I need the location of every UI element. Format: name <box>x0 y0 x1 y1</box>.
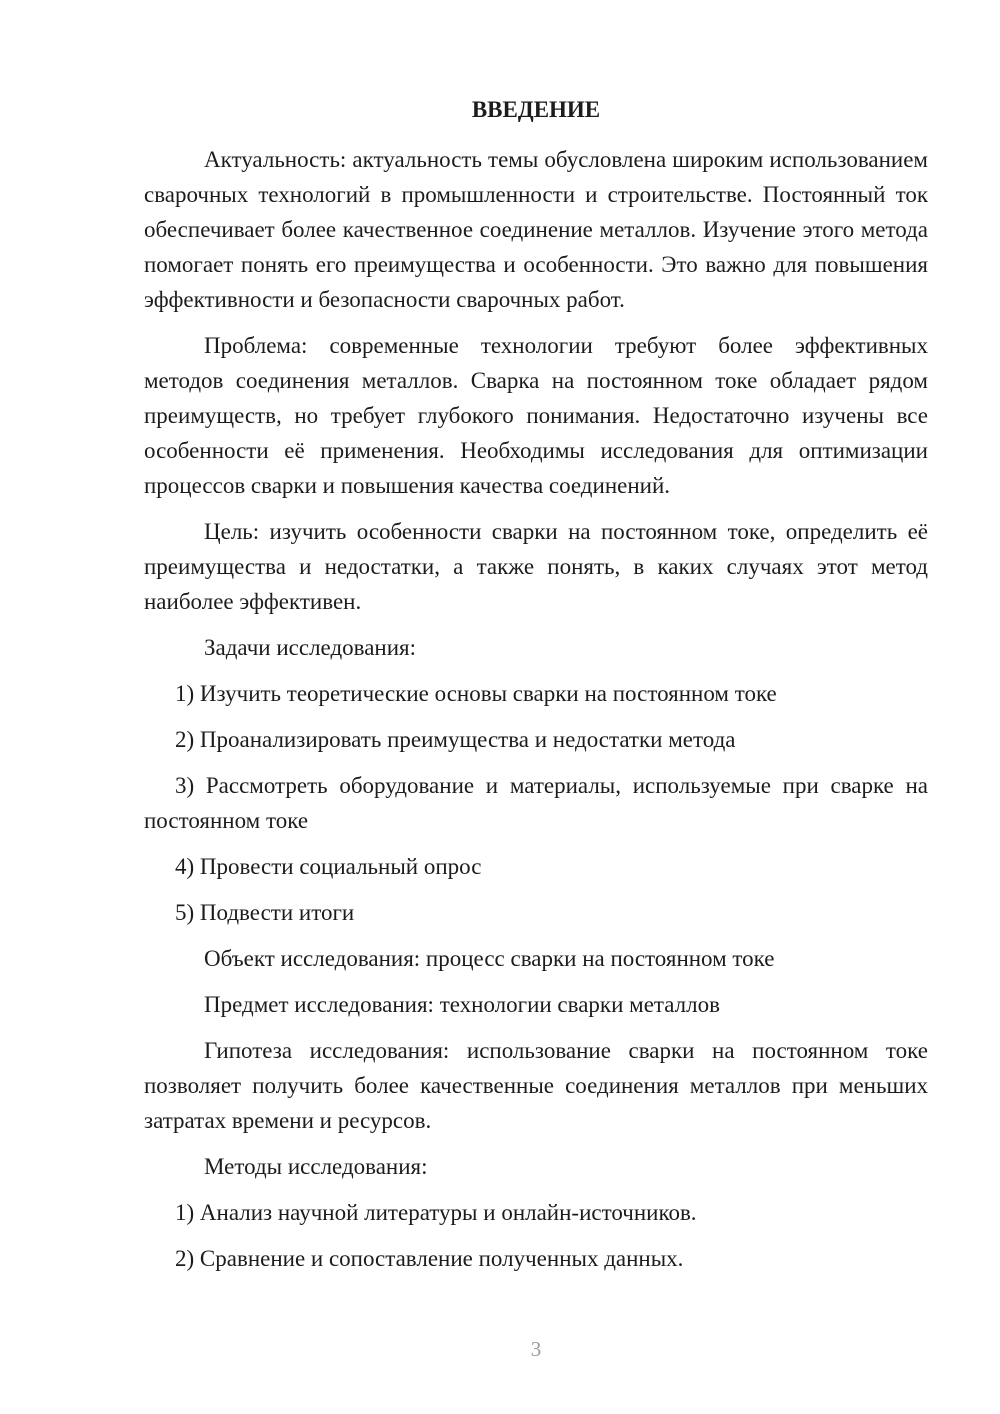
task-item-2: 2) Проанализировать преимущества и недостатки метода <box>175 727 736 752</box>
subject-line: Предмет исследования: технологии сварки металлов <box>204 992 720 1017</box>
page-number: 3 <box>530 1337 542 1361</box>
task-item-4: 4) Провести социальный опрос <box>175 854 482 879</box>
method-item-2: 2) Сравнение и сопоставление полученных данных. <box>175 1246 684 1271</box>
problem-paragraph: Проблема: современные технологии требуют более эффективных методов соединения металлов. Сварка на постоянном токе обладает рядом преимуществ, но требует глубокого понимания. Недостаточно изучены все особенности её применения. Необходимы исследования для оптимизации процессов сварки и повышения качества соединений. <box>144 333 928 498</box>
object-line: Объект исследования: процесс сварки на постоянном токе <box>204 946 775 971</box>
document-body <box>144 92 928 1287</box>
task-item-5: 5) Подвести итоги <box>175 900 355 925</box>
hypothesis-paragraph: Гипотеза исследования: использование сварки на постоянном токе позволяет получить более качественные соединения металлов при меньших затратах времени и ресурсов. <box>144 1038 928 1133</box>
task-item-1: 1) Изучить теоретические основы сварки на постоянном токе <box>175 681 777 706</box>
relevance-paragraph: Актуальность: актуальность темы обусловлена широким использованием сварочных технологий в промышленности и строительстве. Постоянный ток обеспечивает более качественное соединение металлов. Изучение этого метода помогает понять его преимущества и особенности. Это важно для повышения эффективности и безопасности сварочных работ. <box>144 147 928 312</box>
methods-heading: Методы исследования: <box>204 1154 428 1179</box>
tasks-heading: Задачи исследования: <box>204 635 417 660</box>
task-item-3: 3) Рассмотреть оборудование и материалы, используемые при сварке на постоянном токе <box>144 773 928 833</box>
method-item-1: 1) Анализ научной литературы и онлайн-источников. <box>175 1200 697 1225</box>
goal-paragraph: Цель: изучить особенности сварки на постоянном токе, определить её преимущества и недостатки, а также понять, в каких случаях этот метод наиболее эффективен. <box>144 519 928 614</box>
section-title: ВВЕДЕНИЕ <box>471 97 601 122</box>
